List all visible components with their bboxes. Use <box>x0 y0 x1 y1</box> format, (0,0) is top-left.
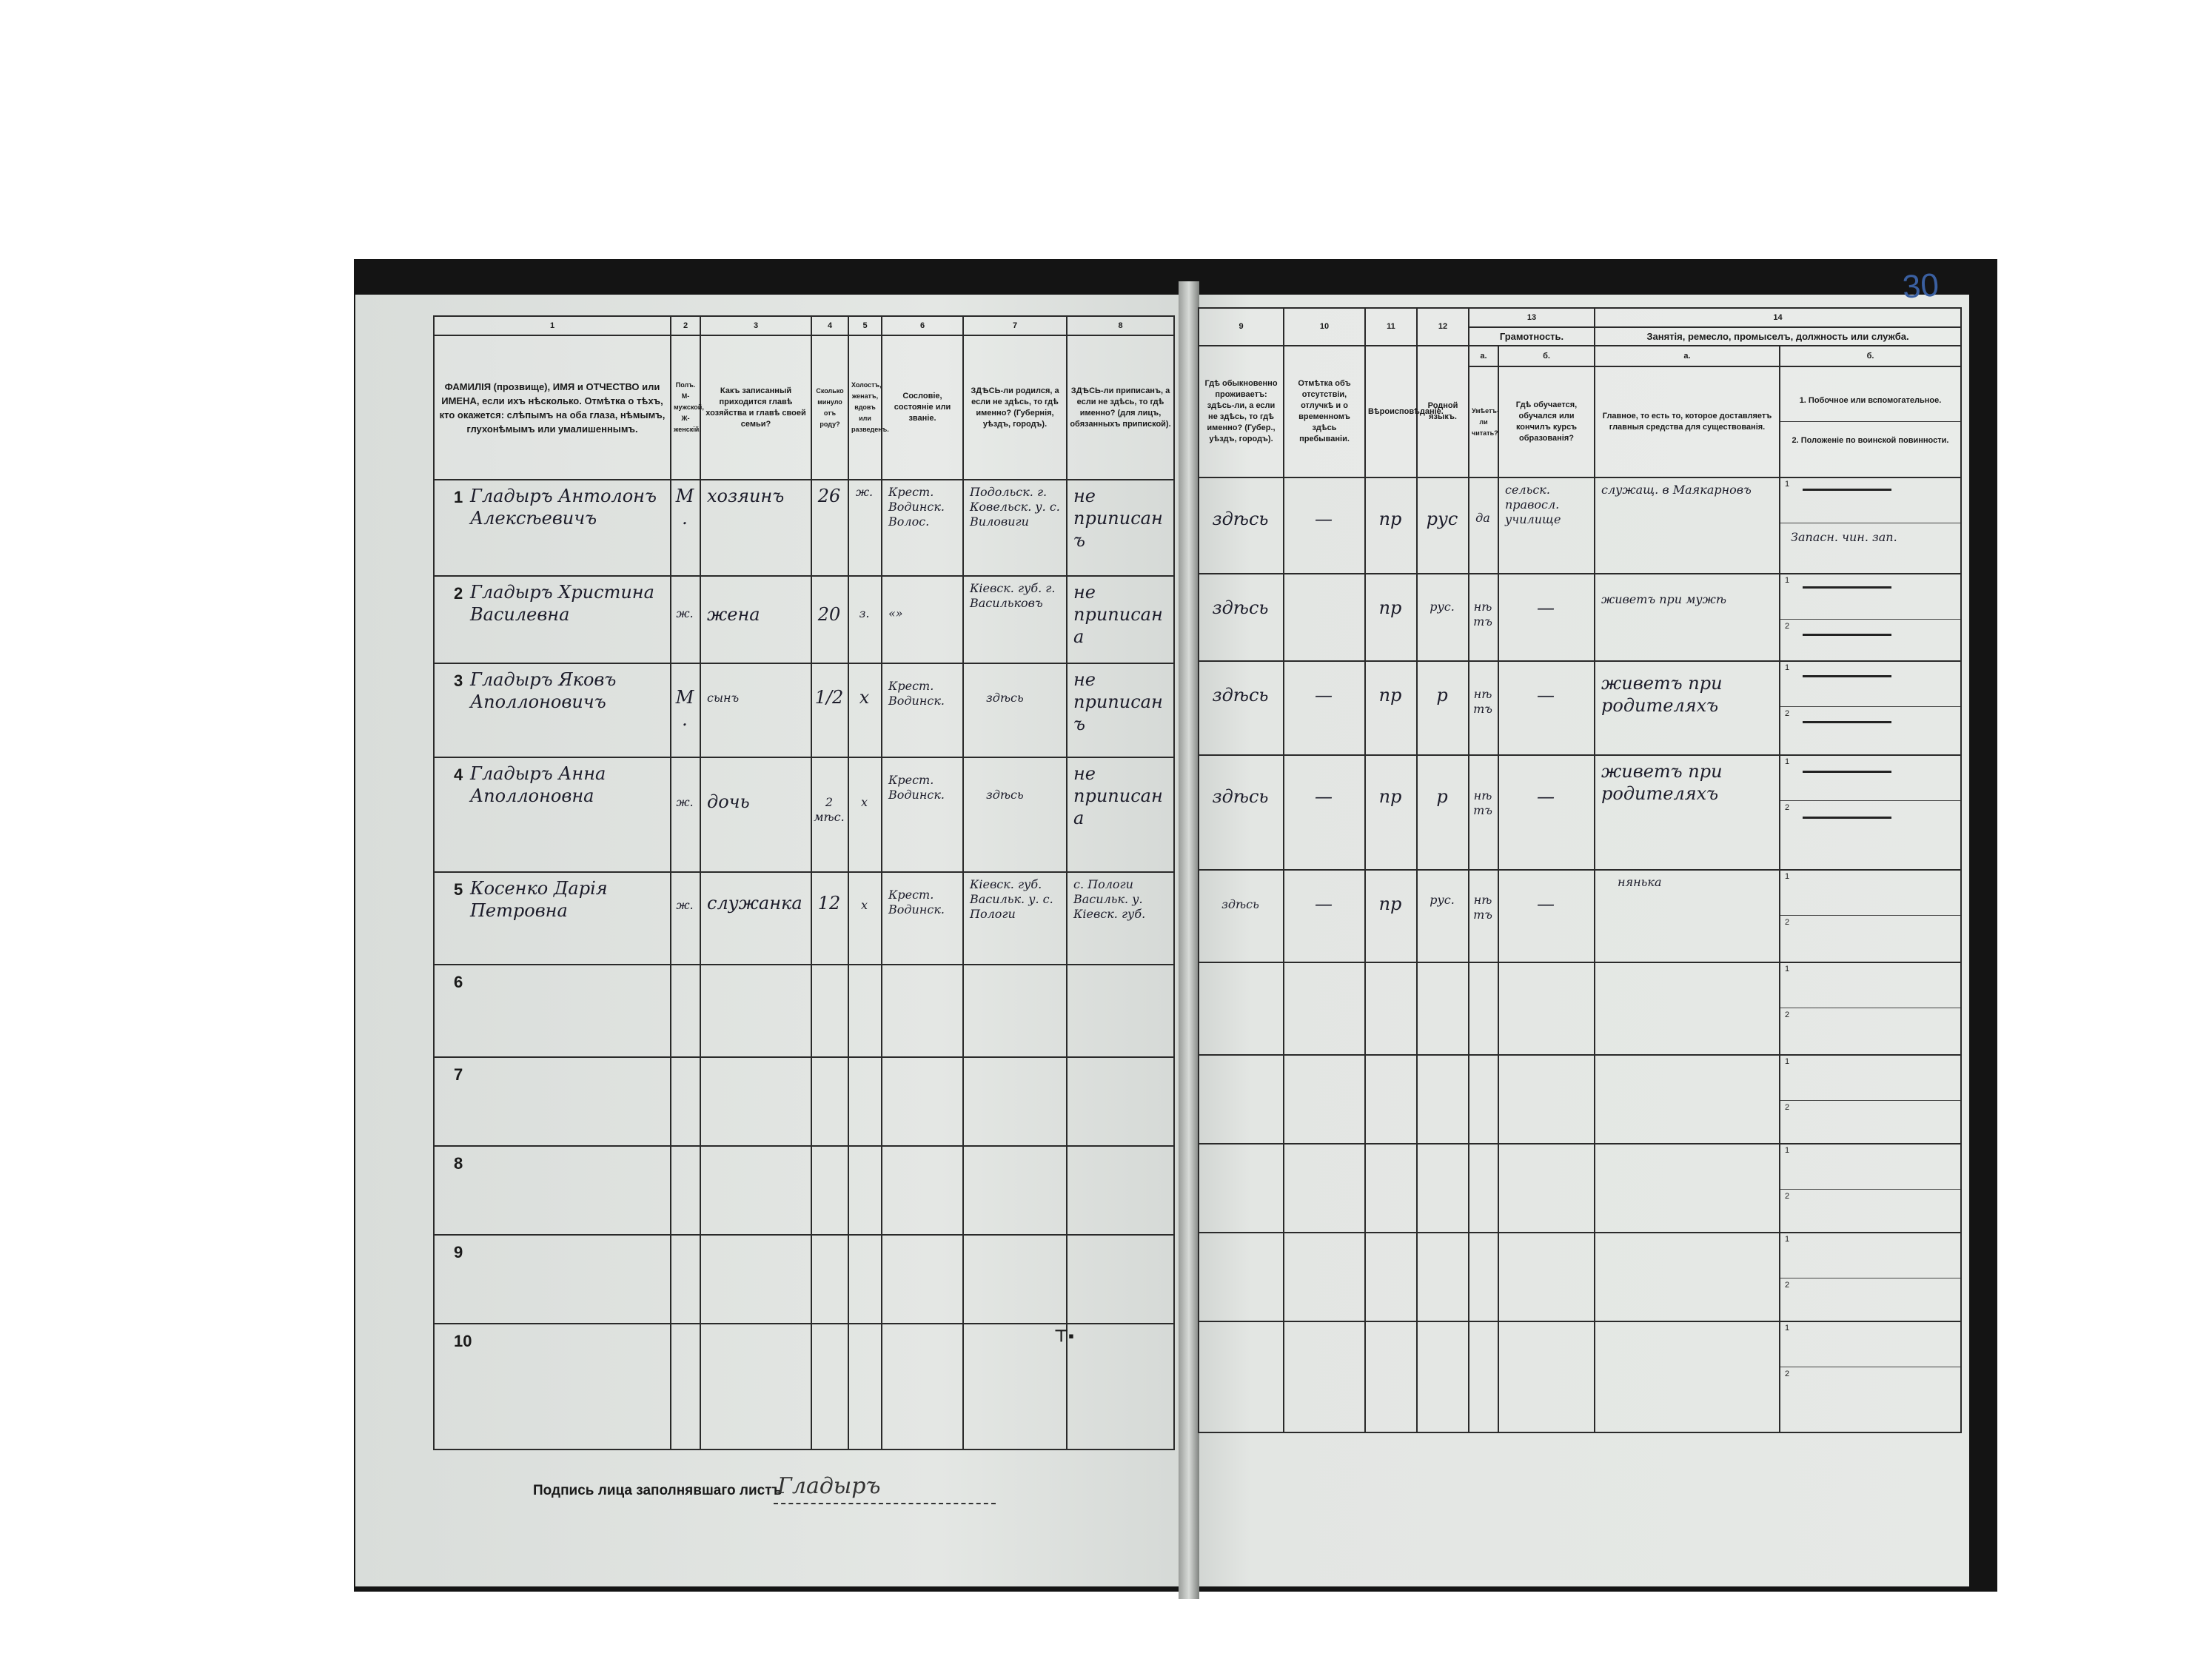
person-can-read: нѣтъ <box>1473 600 1492 629</box>
column-number-row <box>434 316 1174 335</box>
cell-language <box>1417 755 1469 870</box>
cell-name <box>434 757 671 872</box>
cell-residence <box>1199 755 1284 870</box>
cell-age <box>811 480 848 576</box>
cell-relation <box>700 576 811 663</box>
header-14a-label: а. <box>1595 346 1780 366</box>
person-estate: Крест. Водинск. <box>888 888 945 916</box>
cell-religion <box>1365 477 1417 574</box>
table-row <box>1199 1233 1961 1321</box>
person-birthplace: Подольск. г. Ковельск. у. с. Виловиги <box>970 485 1060 529</box>
table-row <box>434 480 1174 576</box>
cell-can-read <box>1469 661 1498 755</box>
person-education: — <box>1537 685 1555 706</box>
colnum-7: 7 <box>963 316 1067 335</box>
header-occupation: Занятія, ремесло, промыселъ, должность или служба. <box>1595 327 1961 346</box>
option-2-label: 2 <box>1785 1370 1790 1378</box>
person-language: р <box>1436 685 1448 706</box>
cell-can-read <box>1469 755 1498 870</box>
cell-age <box>811 872 848 965</box>
cell-sex <box>671 576 700 663</box>
cell-absence <box>1284 870 1365 962</box>
row-number: 10 <box>454 1332 472 1350</box>
signature-label: Подпись лица заполнявшаго листъ <box>533 1483 782 1498</box>
cell-sex <box>671 663 700 757</box>
cell-marital <box>848 872 882 965</box>
colnum-13: 13 <box>1469 308 1595 327</box>
colnum-10: 10 <box>1284 308 1365 346</box>
cell-language <box>1417 661 1469 755</box>
cell-name <box>434 576 671 663</box>
person-residence: здѣсь <box>1212 509 1269 529</box>
person-occupation: живетъ при мужѣ <box>1601 592 1726 606</box>
blank-line <box>1803 675 1891 677</box>
person-registered: не приписанъ <box>1073 486 1163 551</box>
cell-secondary <box>1780 1233 1961 1321</box>
option-1-label: 1 <box>1785 663 1790 672</box>
cell-estate <box>882 480 963 576</box>
row-number: 3 <box>454 671 463 690</box>
person-relation: жена <box>707 604 760 625</box>
cell-secondary <box>1780 755 1961 870</box>
person-residence: здѣсь <box>1221 897 1259 911</box>
cell-occupation <box>1595 661 1780 755</box>
colnum-1: 1 <box>434 316 671 335</box>
row-number: 5 <box>454 880 463 899</box>
cell-registered <box>1067 480 1174 576</box>
census-table-right <box>1198 307 1962 1433</box>
person-age: 1/2 <box>814 687 844 708</box>
cell-can-read <box>1469 477 1498 574</box>
person-religion: пр <box>1378 786 1402 807</box>
option-2-label: 2 <box>1785 1103 1790 1112</box>
person-marital: ж. <box>855 485 874 499</box>
header-name: ФАМИЛІЯ (прозвище), ИМЯ и ОТЧЕСТВО или ИМЕНА, если ихъ нѣсколько. Отмѣтка о тѣхъ, кто окажется: слѣпымъ на оба глаза, нѣмымъ, глухонѣмымъ или умалишеннымъ. <box>434 335 671 480</box>
person-age: 12 <box>817 893 841 914</box>
cell-occupation <box>1595 477 1780 574</box>
cell-secondary <box>1780 1321 1961 1432</box>
option-2-label: 2 <box>1785 1192 1790 1201</box>
row-number: 8 <box>454 1154 463 1173</box>
colnum-5: 5 <box>848 316 882 335</box>
cell-name <box>434 1324 671 1449</box>
person-absence <box>1284 574 1364 579</box>
cell-secondary <box>1780 477 1961 574</box>
header-literacy: Грамотность. <box>1469 327 1595 346</box>
cell-residence <box>1199 870 1284 962</box>
cell-secondary <box>1780 1055 1961 1144</box>
person-occupation: служащ. в Маякарновъ <box>1601 483 1752 497</box>
table-row <box>434 1057 1174 1146</box>
cell-name <box>434 872 671 965</box>
option-1-label: 1 <box>1785 576 1790 585</box>
cell-registered <box>1067 757 1174 872</box>
blank-line <box>1803 634 1891 636</box>
person-estate: Крест. Водинск. Волос. <box>888 485 945 529</box>
header-sex: Полъ. М-мужской, Ж-женскій. <box>671 335 700 480</box>
table-row <box>1199 1144 1961 1233</box>
cell-occupation <box>1595 870 1780 962</box>
cell-secondary <box>1780 574 1961 661</box>
cell-born <box>963 757 1067 872</box>
person-can-read: нѣтъ <box>1473 893 1492 922</box>
person-residence: здѣсь <box>1212 597 1269 618</box>
person-language: рус <box>1426 509 1458 529</box>
option-2-label: 2 <box>1785 1281 1790 1290</box>
cell-occupation <box>1595 755 1780 870</box>
header-registered: ЗДѢСЬ-ли приписанъ, а если не здѣсь, то гдѣ именно? (для лицъ, обязанныхъ припиской). <box>1067 335 1174 480</box>
person-language: рус. <box>1430 893 1455 907</box>
person-sex: ж. <box>676 898 694 912</box>
cell-born <box>963 576 1067 663</box>
cell-sex <box>671 480 700 576</box>
person-birthplace: Кіевск. губ. г. Васильковъ <box>970 581 1056 610</box>
cell-occupation <box>1595 574 1780 661</box>
cell-marital <box>848 757 882 872</box>
cell-name <box>434 1057 671 1146</box>
cell-absence <box>1284 574 1365 661</box>
blank-line <box>1803 771 1891 773</box>
option-2-label: 2 <box>1785 1011 1790 1019</box>
stamp-mark: ⊤▪ <box>1054 1327 1074 1345</box>
cell-absence <box>1284 661 1365 755</box>
option-1-label: 1 <box>1785 872 1790 881</box>
table-row <box>434 576 1174 663</box>
cell-marital <box>848 576 882 663</box>
person-name: Косенко Дарія Петровна <box>470 878 608 921</box>
cell-absence <box>1284 477 1365 574</box>
person-registered: с. Пологи Васильк. у. Кіевск. губ. <box>1073 877 1146 921</box>
column-number-row <box>1199 308 1961 327</box>
cell-religion <box>1365 661 1417 755</box>
cell-residence <box>1199 661 1284 755</box>
person-name: Гладыръ Яковъ Аполлоновичъ <box>470 669 617 712</box>
cell-residence <box>1199 574 1284 661</box>
person-education: сельск. правосл. училище <box>1505 483 1561 526</box>
cell-age <box>811 663 848 757</box>
person-sex: ж. <box>676 606 694 620</box>
book-gutter <box>1179 281 1199 1599</box>
cell-education <box>1498 870 1595 962</box>
person-sex: М. <box>675 486 694 529</box>
option-1-label: 1 <box>1785 1324 1790 1333</box>
person-birthplace: Кіевск. губ. Васильк. у. с. Пологи <box>970 877 1053 921</box>
person-birthplace: здѣсь <box>986 788 1024 802</box>
header-education: Гдѣ обучается, обучался или кончилъ курсъ образованія? <box>1498 366 1595 477</box>
table-row <box>434 757 1174 872</box>
cell-name <box>434 1146 671 1235</box>
row-number: 6 <box>454 973 463 991</box>
person-birthplace: здѣсь <box>986 691 1024 705</box>
person-registered: не приписана <box>1073 582 1163 647</box>
cell-marital <box>848 663 882 757</box>
header-14b-label: б. <box>1780 346 1961 366</box>
cell-secondary <box>1780 1144 1961 1233</box>
cell-absence <box>1284 755 1365 870</box>
cell-born <box>963 872 1067 965</box>
blank-line <box>1803 586 1891 589</box>
table-row <box>434 663 1174 757</box>
sub-label-row <box>1199 346 1961 366</box>
table-row <box>434 1146 1174 1235</box>
person-marital: з. <box>859 606 870 620</box>
person-religion: пр <box>1378 509 1402 529</box>
person-can-read: нѣтъ <box>1473 687 1492 716</box>
option-1-label: 1 <box>1785 1235 1790 1244</box>
option-2-label: 2 <box>1785 918 1790 927</box>
person-military: Запасн. чин. зап. <box>1791 530 1897 544</box>
cell-marital <box>848 480 882 576</box>
person-language: рус. <box>1430 600 1455 614</box>
option-1-label: 1 <box>1785 965 1790 973</box>
table-row <box>1199 661 1961 755</box>
colnum-11: 11 <box>1365 308 1417 346</box>
header-13b-label: б. <box>1498 346 1595 366</box>
person-marital: х <box>859 687 870 708</box>
blank-line <box>1803 489 1891 491</box>
person-occupation: живетъ при родителяхъ <box>1601 673 1723 716</box>
table-row <box>1199 1055 1961 1144</box>
header-residence: Гдѣ обыкновенно проживаетъ: здѣсь-ли, а если не здѣсь, то гдѣ именно? (Губер., уѣздъ, городъ). <box>1199 346 1284 477</box>
cell-education <box>1498 477 1595 574</box>
cell-religion <box>1365 574 1417 661</box>
header-row-left <box>434 335 1174 480</box>
colnum-14: 14 <box>1595 308 1961 327</box>
person-marital: х <box>860 898 868 912</box>
table-row <box>434 1235 1174 1324</box>
cell-born <box>963 663 1067 757</box>
table-row <box>1199 755 1961 870</box>
person-education: — <box>1537 786 1555 807</box>
colnum-3: 3 <box>700 316 811 335</box>
person-residence: здѣсь <box>1212 786 1269 807</box>
option-1-label: 1 <box>1785 480 1790 489</box>
cell-registered <box>1067 663 1174 757</box>
header-main-occupation: Главное, то есть то, которое доставляетъ главныя средства для существованія. <box>1595 366 1780 477</box>
person-religion: пр <box>1378 597 1402 618</box>
person-religion: пр <box>1378 685 1402 706</box>
person-can-read: нѣтъ <box>1473 788 1492 817</box>
colnum-4: 4 <box>811 316 848 335</box>
handwritten-signature: Гладыръ <box>777 1473 881 1499</box>
cell-religion <box>1365 870 1417 962</box>
person-language: р <box>1436 786 1448 807</box>
person-age: 26 <box>817 486 841 506</box>
person-absence: — <box>1315 685 1333 706</box>
header-age: Сколько минуло отъ роду? <box>811 335 848 480</box>
person-marital: х <box>860 795 868 809</box>
table-row <box>1199 870 1961 962</box>
header-birthplace: ЗДѢСЬ-ли родился, а если не здѣсь, то гдѣ именно? (Губернія, уѣздъ, городъ). <box>963 335 1067 480</box>
cell-residence <box>1199 477 1284 574</box>
person-absence: — <box>1315 786 1333 807</box>
cell-relation <box>700 872 811 965</box>
cell-sex <box>671 872 700 965</box>
colnum-2: 2 <box>671 316 700 335</box>
signature-line <box>774 1503 996 1504</box>
cell-language <box>1417 574 1469 661</box>
row-number: 2 <box>454 584 463 603</box>
cell-registered <box>1067 872 1174 965</box>
census-table-left <box>433 315 1175 1450</box>
person-sex: ж. <box>676 795 694 809</box>
cell-relation <box>700 757 811 872</box>
option-2-label: 2 <box>1785 709 1790 718</box>
cell-relation <box>700 663 811 757</box>
person-absence: — <box>1315 509 1333 529</box>
person-residence: здѣсь <box>1212 685 1269 706</box>
table-row <box>1199 962 1961 1055</box>
table-row <box>1199 477 1961 574</box>
header-religion: Вѣроисповѣданіе. <box>1365 346 1417 477</box>
cell-born <box>963 480 1067 576</box>
cell-name <box>434 663 671 757</box>
option-2-label: 2 <box>1785 803 1790 812</box>
person-name: Гладыръ Христина Василевна <box>470 582 654 625</box>
cell-estate <box>882 757 963 872</box>
person-religion: пр <box>1378 894 1402 914</box>
person-relation: хозяинъ <box>707 486 785 506</box>
header-can-read: Умѣетъ-ли читать? <box>1469 366 1498 477</box>
table-row <box>434 965 1174 1057</box>
colnum-8: 8 <box>1067 316 1174 335</box>
person-education: — <box>1537 894 1555 914</box>
person-estate: Крест. Водинск. <box>888 679 945 708</box>
cell-relation <box>700 480 811 576</box>
person-occupation: нянька <box>1618 875 1662 889</box>
person-education: — <box>1537 597 1555 618</box>
person-name: Гладыръ Антолонъ Алексѣевичъ <box>470 486 657 529</box>
cell-language <box>1417 477 1469 574</box>
cell-name <box>434 1235 671 1324</box>
person-registered: не приписана <box>1073 763 1163 828</box>
cell-estate <box>882 576 963 663</box>
person-age: 20 <box>817 604 841 625</box>
colnum-6: 6 <box>882 316 963 335</box>
person-relation: сынъ <box>707 691 740 705</box>
cell-secondary <box>1780 661 1961 755</box>
person-absence: — <box>1315 894 1333 914</box>
header-marital: Холостъ, женатъ, вдовъ или разведенъ. <box>848 335 882 480</box>
row-number: 4 <box>454 765 463 784</box>
person-relation: служанка <box>707 893 802 914</box>
header-side-occupation: 1. Побочное или вспомогательное. <box>1780 385 1960 422</box>
cell-name <box>434 965 671 1057</box>
cell-secondary <box>1780 962 1961 1055</box>
cell-education <box>1498 574 1595 661</box>
cell-can-read <box>1469 870 1498 962</box>
person-name: Гладыръ Анна Аполлоновна <box>470 763 606 806</box>
header-absence: Отмѣтка объ отсутствіи, отлучкѣ и о временномъ здѣсь пребываніи. <box>1284 346 1365 477</box>
table-row <box>434 872 1174 965</box>
header-13a-label: а. <box>1469 346 1498 366</box>
cell-age <box>811 757 848 872</box>
option-1-label: 1 <box>1785 757 1790 766</box>
header-relation: Какъ записанный приходится главѣ хозяйства и главѣ своей семьи? <box>700 335 811 480</box>
cell-sex <box>671 757 700 872</box>
table-row <box>1199 1321 1961 1432</box>
blank-line <box>1803 817 1891 819</box>
cell-registered <box>1067 576 1174 663</box>
table-row <box>1199 574 1961 661</box>
header-secondary <box>1780 366 1961 477</box>
cell-age <box>811 576 848 663</box>
cell-language <box>1417 870 1469 962</box>
header-estate: Сословіе, состояніе или званіе. <box>882 335 963 480</box>
person-registered: не приписанъ <box>1073 669 1163 734</box>
person-relation: дочь <box>707 791 750 812</box>
cell-can-read <box>1469 574 1498 661</box>
cell-education <box>1498 661 1595 755</box>
row-number: 9 <box>454 1243 463 1261</box>
row-number: 1 <box>454 488 463 506</box>
colnum-12: 12 <box>1417 308 1469 346</box>
cell-religion <box>1365 755 1417 870</box>
option-1-label: 1 <box>1785 1146 1790 1155</box>
colnum-9: 9 <box>1199 308 1284 346</box>
blank-line <box>1803 721 1891 723</box>
cell-estate <box>882 872 963 965</box>
cell-estate <box>882 663 963 757</box>
cell-secondary <box>1780 870 1961 962</box>
person-estate: «» <box>888 606 903 620</box>
header-language: Родной языкъ. <box>1417 346 1469 477</box>
person-occupation: живетъ при родителяхъ <box>1601 761 1723 804</box>
person-estate: Крест. Водинск. <box>888 773 945 802</box>
option-2-label: 2 <box>1785 622 1790 631</box>
person-sex: М. <box>675 687 694 730</box>
person-can-read: да <box>1475 511 1490 525</box>
page-number: 30 <box>1901 267 1940 306</box>
header-military-status: 2. Положеніе по воинской повинности. <box>1792 435 1949 445</box>
cell-education <box>1498 755 1595 870</box>
option-1-label: 1 <box>1785 1057 1790 1066</box>
person-age: 2 мѣс. <box>814 795 845 824</box>
row-number: 7 <box>454 1065 463 1084</box>
cell-name <box>434 480 671 576</box>
